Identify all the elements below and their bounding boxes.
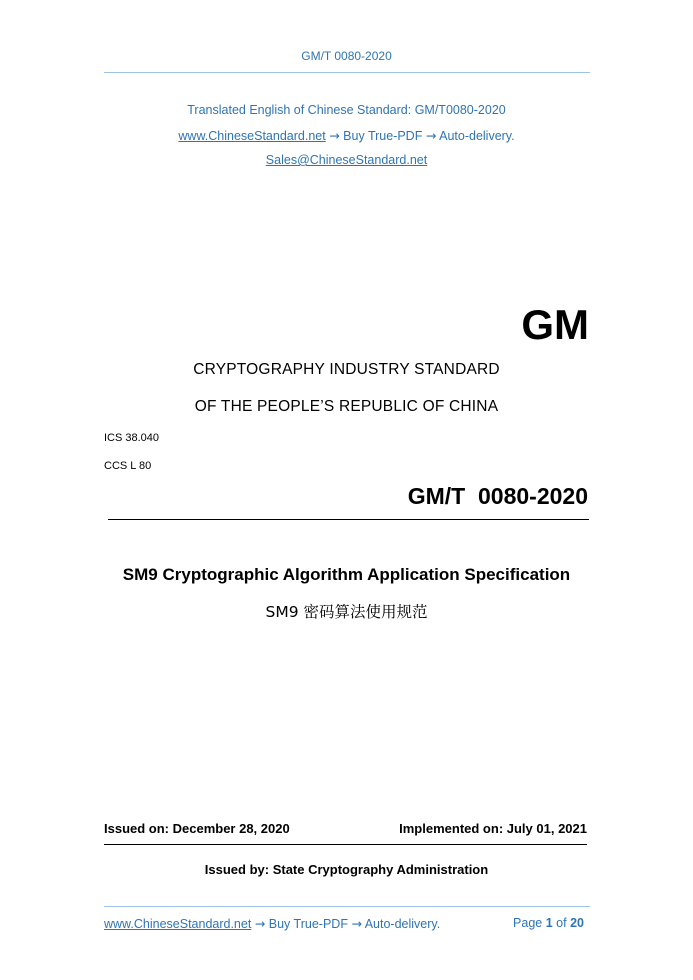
arrow-right-icon: →: [254, 916, 266, 931]
purchase-line: [0, 128, 693, 143]
buy-true-pdf-text: Buy True-PDF: [343, 129, 423, 143]
gm-logo: GM: [521, 301, 589, 348]
implemented-on-date: Implemented on: July 01, 2021: [399, 821, 587, 836]
industry-standard-line2: OF THE PEOPLE’S REPUBLIC OF CHINA: [194, 398, 499, 415]
ics-code: ICS 38.040: [104, 432, 160, 444]
auto-delivery-text: Auto-delivery.: [439, 129, 515, 143]
page-indicator: [513, 916, 584, 930]
sales-email-link[interactable]: Sales@ChineseStandard.net: [265, 153, 428, 167]
arrow-right-icon: →: [351, 916, 362, 931]
dates-rule: [104, 844, 587, 845]
ccs-code: CCS L 80: [104, 460, 152, 472]
industry-standard-line1: CRYPTOGRAPHY INDUSTRY STANDARD: [193, 361, 500, 378]
arrow-right-icon: →: [425, 128, 437, 143]
standard-number-rule: [108, 519, 589, 520]
footer-purchase-line: [104, 916, 440, 931]
running-header-code: GM/T 0080-2020: [301, 49, 392, 63]
page-current: 1: [545, 916, 553, 930]
standard-number: GM/T 0080-2020: [407, 483, 588, 509]
site-link[interactable]: www.ChineseStandard.net: [178, 129, 326, 143]
issued-on-date: Issued on: December 28, 2020: [104, 821, 290, 836]
email-line: [0, 153, 693, 167]
document-title-chinese: SM9 密码算法使用规范: [265, 603, 428, 621]
page-label: Page: [513, 916, 543, 930]
footer-divider: [104, 906, 590, 907]
header-divider: [104, 72, 590, 73]
footer-buy-true-pdf-text: Buy True-PDF: [268, 917, 348, 931]
translation-notice: Translated English of Chinese Standard: GM/T0080-2020: [187, 103, 506, 117]
footer-auto-delivery-text: Auto-delivery.: [364, 917, 441, 931]
page-of-label: of: [556, 916, 567, 930]
issuing-authority: Issued by: State Cryptography Administration: [204, 862, 489, 877]
arrow-right-icon: →: [329, 128, 340, 143]
document-title-english: SM9 Cryptographic Algorithm Application Specification: [122, 565, 571, 584]
page-total: 20: [570, 916, 584, 930]
footer-site-link[interactable]: www.ChineseStandard.net: [104, 917, 252, 931]
